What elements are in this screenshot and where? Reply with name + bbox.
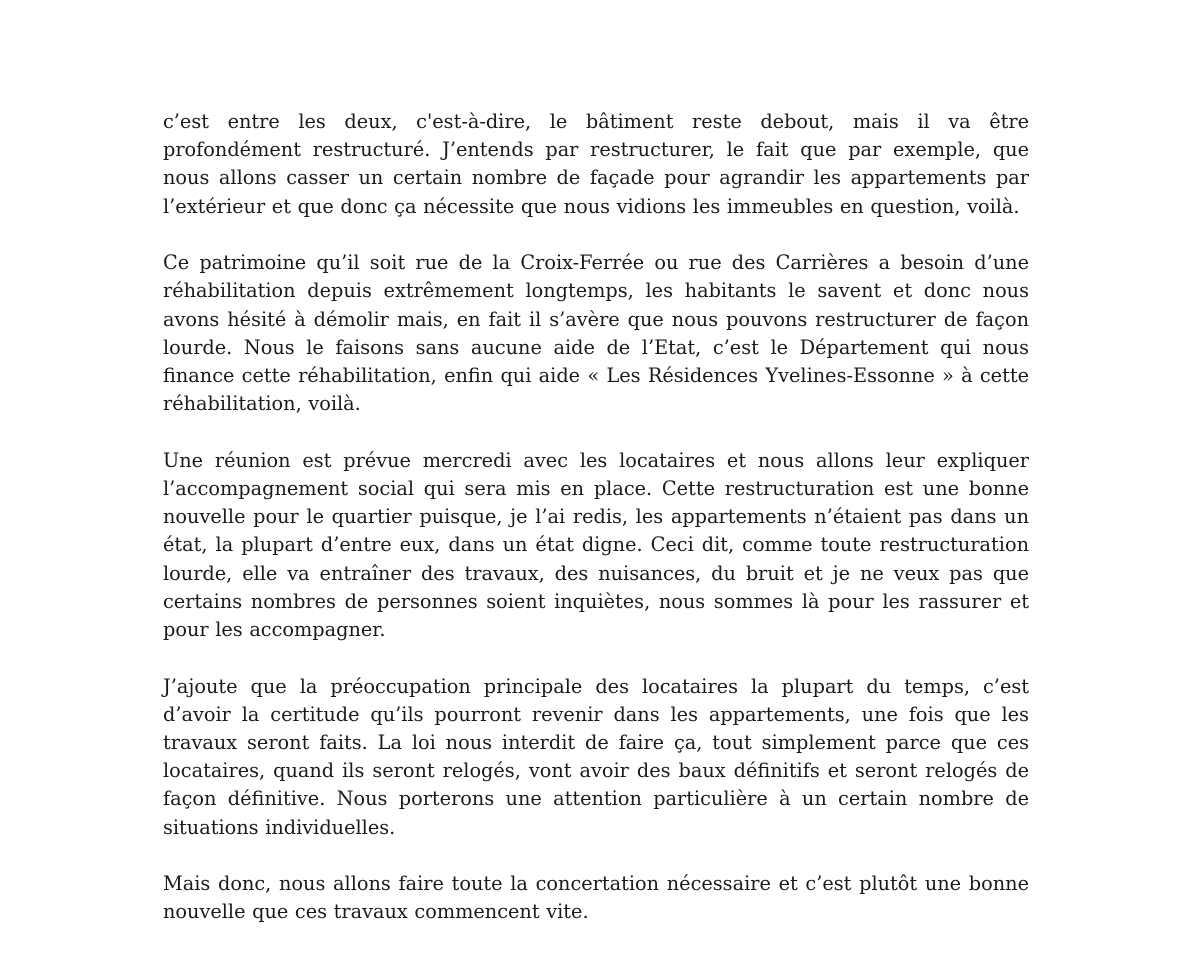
paragraph-3: Une réunion est prévue mercredi avec les locataires et nous allons leur expliquer l’accompagnement social qui sera mis en place. Cette restructuration est une bonne nouvelle pour le quartier puisque, je l’ai redis, les appartements n’étaient pas dans un état, la plupart d’entre eux, dans un état digne. Ceci dit, comme toute restructuration lourde, elle va entraîner des travaux, des nuisances, du bruit et je ne veux pas que certains nombres de personnes soient inquiètes, nous sommes là pour les rassurer et pour les accompagner. bbox=[163, 448, 1029, 642]
paragraph-4: J’ajoute que la préoccupation principale des locataires la plupart du temps, c’est d’avoir la certitude qu’ils pourront revenir dans les appartements, une fois que les travaux seront faits. La loi nous interdit de faire ça, tout simplement parce que ces locataires, quand ils seront relogés, vont avoir des baux définitifs et seront relogés de façon définitive. Nous porterons une attention particulière à un certain nombre de situations individuelles. bbox=[163, 674, 1029, 839]
document-body bbox=[163, 108, 1029, 955]
paragraph-2: Ce patrimoine qu’il soit rue de la Croix-Ferrée ou rue des Carrières a besoin d’une réhabilitation depuis extrêmement longtemps, les habitants le savent et donc nous avons hésité à démolir mais, en fait il s’avère que nous pouvons restructurer de façon lourde. Nous le faisons sans aucune aide de l’Etat, c’est le Département qui nous finance cette réhabilitation, enfin qui aide « Les Résidences Yvelines-Essonne » à cette réhabilitation, voilà. bbox=[163, 251, 1029, 416]
paragraph-1: c’est entre les deux, c'est-à-dire, le bâtiment reste debout, mais il va être profondément restructuré. J’entends par restructurer, le fait que par exemple, que nous allons casser un certain nombre de façade pour agrandir les appartements par l’extérieur et que donc ça nécessite que nous vidions les immeubles en question, voilà. bbox=[163, 110, 1029, 218]
paragraph-5: Mais donc, nous allons faire toute la concertation nécessaire et c’est plutôt une bonne nouvelle que ces travaux commencent vite. bbox=[163, 872, 1029, 924]
